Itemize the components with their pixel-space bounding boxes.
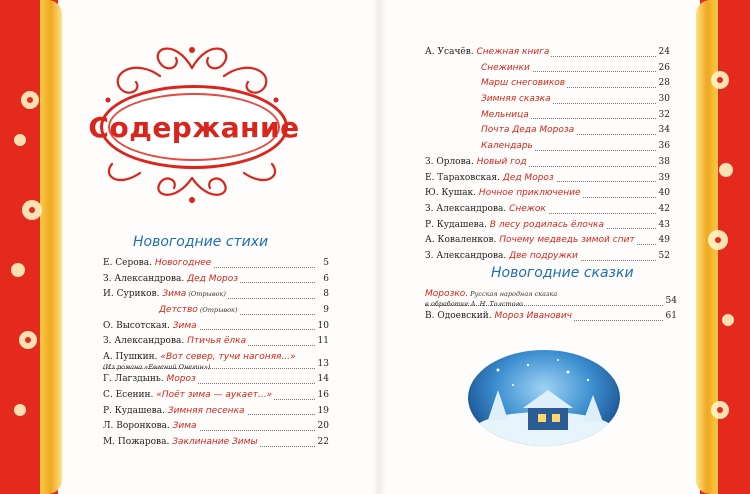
toc-author: А. Коваленков. — [425, 235, 500, 246]
toc-author: Г. Лагздынь. — [103, 374, 167, 385]
toc-author: О. Высотская. — [103, 320, 173, 331]
toc-author: Р. Кудашева. — [103, 405, 168, 416]
toc-title: Почта Деда Мороза — [481, 125, 575, 136]
toc-entry — [425, 249, 670, 265]
toc-entry — [425, 202, 670, 218]
left-flower-ornament — [0, 40, 70, 460]
toc-entry — [425, 123, 670, 139]
toc-entry — [425, 186, 670, 202]
left-toc — [103, 256, 329, 451]
toc-entry — [425, 139, 670, 155]
toc-page-number: 10 — [316, 319, 329, 335]
toc-page-number: 52 — [657, 249, 670, 265]
toc-entry — [103, 419, 329, 435]
toc-title: Две подружки — [509, 250, 578, 261]
toc-author: З. Орлова. — [425, 156, 477, 167]
toc-title: Зимняя сказка — [481, 94, 551, 105]
toc-entry — [425, 218, 670, 234]
toc-entry — [425, 76, 670, 92]
toc-author: Ю. Кушак. — [425, 188, 479, 199]
toc-page-number: 39 — [657, 171, 670, 187]
right-toc — [425, 45, 670, 265]
toc-entry — [103, 287, 329, 303]
toc-page-number: 40 — [657, 186, 670, 202]
toc-entry — [425, 92, 670, 108]
toc-author: И. Суриков. — [103, 289, 163, 300]
toc-author: А. Усачёв. — [425, 47, 477, 57]
toc-entry — [425, 171, 670, 187]
toc-page-number: 54 — [664, 294, 677, 310]
toc-author: Л. Воронкова. — [103, 421, 173, 432]
toc-page-number: 9 — [321, 303, 329, 319]
toc-title: Новый год — [476, 156, 527, 167]
toc-title: Новогоднее — [154, 258, 212, 268]
toc-author: С. Есенин. — [103, 389, 157, 400]
right-flower-ornament — [690, 30, 750, 470]
toc-title: Зимняя песенка — [167, 405, 245, 416]
toc-page-number: 28 — [657, 76, 670, 92]
toc-author: А. Пушкин. — [103, 352, 161, 363]
toc-page-number: 32 — [657, 108, 670, 124]
poems-heading: Новогодние стихи — [133, 234, 269, 250]
toc-page-number: 49 — [657, 233, 670, 249]
toc-title: «Поёт зима — аукает...» — [156, 389, 273, 400]
toc-page-number: 5 — [321, 256, 329, 272]
toc-title: Птичья ёлка — [187, 336, 247, 347]
toc-page-number: 22 — [316, 435, 329, 451]
winter-village-illustration — [468, 350, 620, 446]
page-gutter — [372, 0, 386, 494]
toc-title: Почему медведь зимой спит — [499, 235, 635, 246]
toc-entry — [103, 435, 329, 451]
toc-author: З. Александрова. — [425, 203, 510, 214]
toc-entry — [425, 287, 677, 309]
toc-title: Снежная книга — [476, 47, 550, 57]
toc-title: Дед Мороз — [502, 172, 554, 183]
toc-title: Ночное приключение — [478, 188, 581, 199]
tales-heading: Новогодние сказки — [491, 265, 634, 281]
toc-title: В лесу родилась ёлочка — [489, 219, 604, 230]
toc-author: Р. Кудашева. — [425, 219, 490, 230]
page-title: Содержание — [88, 110, 300, 144]
toc-entry — [103, 256, 329, 272]
toc-author: В. Одоевский. — [425, 311, 495, 321]
toc-entry — [425, 233, 670, 249]
toc-author: З. Александрова. — [103, 273, 188, 284]
toc-author: Е. Тараховская. — [425, 172, 503, 183]
toc-entry — [103, 350, 329, 372]
toc-note: (Отрывок) — [197, 306, 238, 315]
toc-title: Снежок — [509, 203, 546, 214]
toc-title: Заклинание Зимы — [172, 436, 258, 447]
toc-title: Мороз Иванович — [494, 311, 573, 321]
toc-page-number: 24 — [657, 45, 670, 61]
toc-title: Детство — [159, 305, 198, 316]
toc-entry — [103, 404, 329, 420]
toc-entry — [425, 108, 670, 124]
toc-page-number: 38 — [657, 155, 670, 171]
toc-entry — [425, 309, 677, 325]
toc-author: З. Александрова. — [425, 250, 510, 261]
toc-page-number: 16 — [316, 388, 329, 404]
toc-title: Мельница — [481, 109, 529, 120]
toc-page-number: 13 — [316, 357, 329, 373]
toc-page-number: 6 — [321, 272, 329, 288]
toc-page-number: 36 — [657, 139, 670, 155]
toc-page-number: 14 — [316, 372, 329, 388]
toc-page-number: 20 — [316, 419, 329, 435]
toc-title: Марш снеговиков — [481, 78, 566, 89]
toc-entry — [103, 334, 329, 350]
toc-entry — [425, 45, 670, 61]
toc-entry — [103, 272, 329, 288]
toc-note: (Отрывок) — [186, 290, 226, 299]
tales-toc — [425, 287, 677, 325]
toc-page-number: 34 — [657, 123, 670, 139]
toc-title: Зима — [172, 320, 197, 331]
toc-entry — [103, 372, 329, 388]
title-frame — [88, 85, 300, 169]
toc-title: «Вот север, тучи нагоняя...» — [160, 352, 296, 363]
toc-entry — [103, 388, 329, 404]
toc-entry — [103, 303, 329, 319]
toc-author: З. Александрова. — [103, 336, 188, 347]
toc-entry — [103, 319, 329, 335]
toc-title: Зима — [172, 421, 197, 432]
winter-scene-art — [468, 350, 620, 446]
toc-title: Календарь — [481, 141, 533, 152]
toc-page-number: 30 — [657, 92, 670, 108]
toc-page-number: 26 — [657, 61, 670, 77]
toc-page-number: 61 — [664, 309, 677, 325]
toc-title: Снежинки — [481, 62, 530, 73]
toc-page-number: 42 — [657, 202, 670, 218]
toc-note: Русская народная сказка — [468, 290, 558, 298]
toc-page-number: 11 — [316, 334, 329, 350]
toc-page-number: 43 — [657, 218, 670, 234]
toc-author: М. Пожарова. — [103, 436, 173, 447]
toc-subline: в обработке А. Н. Толстого — [425, 300, 523, 308]
toc-title: Морозко. — [425, 289, 469, 299]
toc-page-number: 8 — [321, 287, 329, 303]
toc-subline: (Из романа «Евгений Онегин») — [103, 363, 211, 372]
toc-title: Дед Мороз — [187, 273, 239, 284]
toc-entry — [425, 61, 670, 77]
toc-author: Е. Серова. — [103, 258, 155, 268]
toc-entry — [425, 155, 670, 171]
toc-title: Зима — [162, 289, 187, 300]
toc-page-number: 19 — [316, 404, 329, 420]
toc-title: Мороз — [166, 374, 196, 385]
